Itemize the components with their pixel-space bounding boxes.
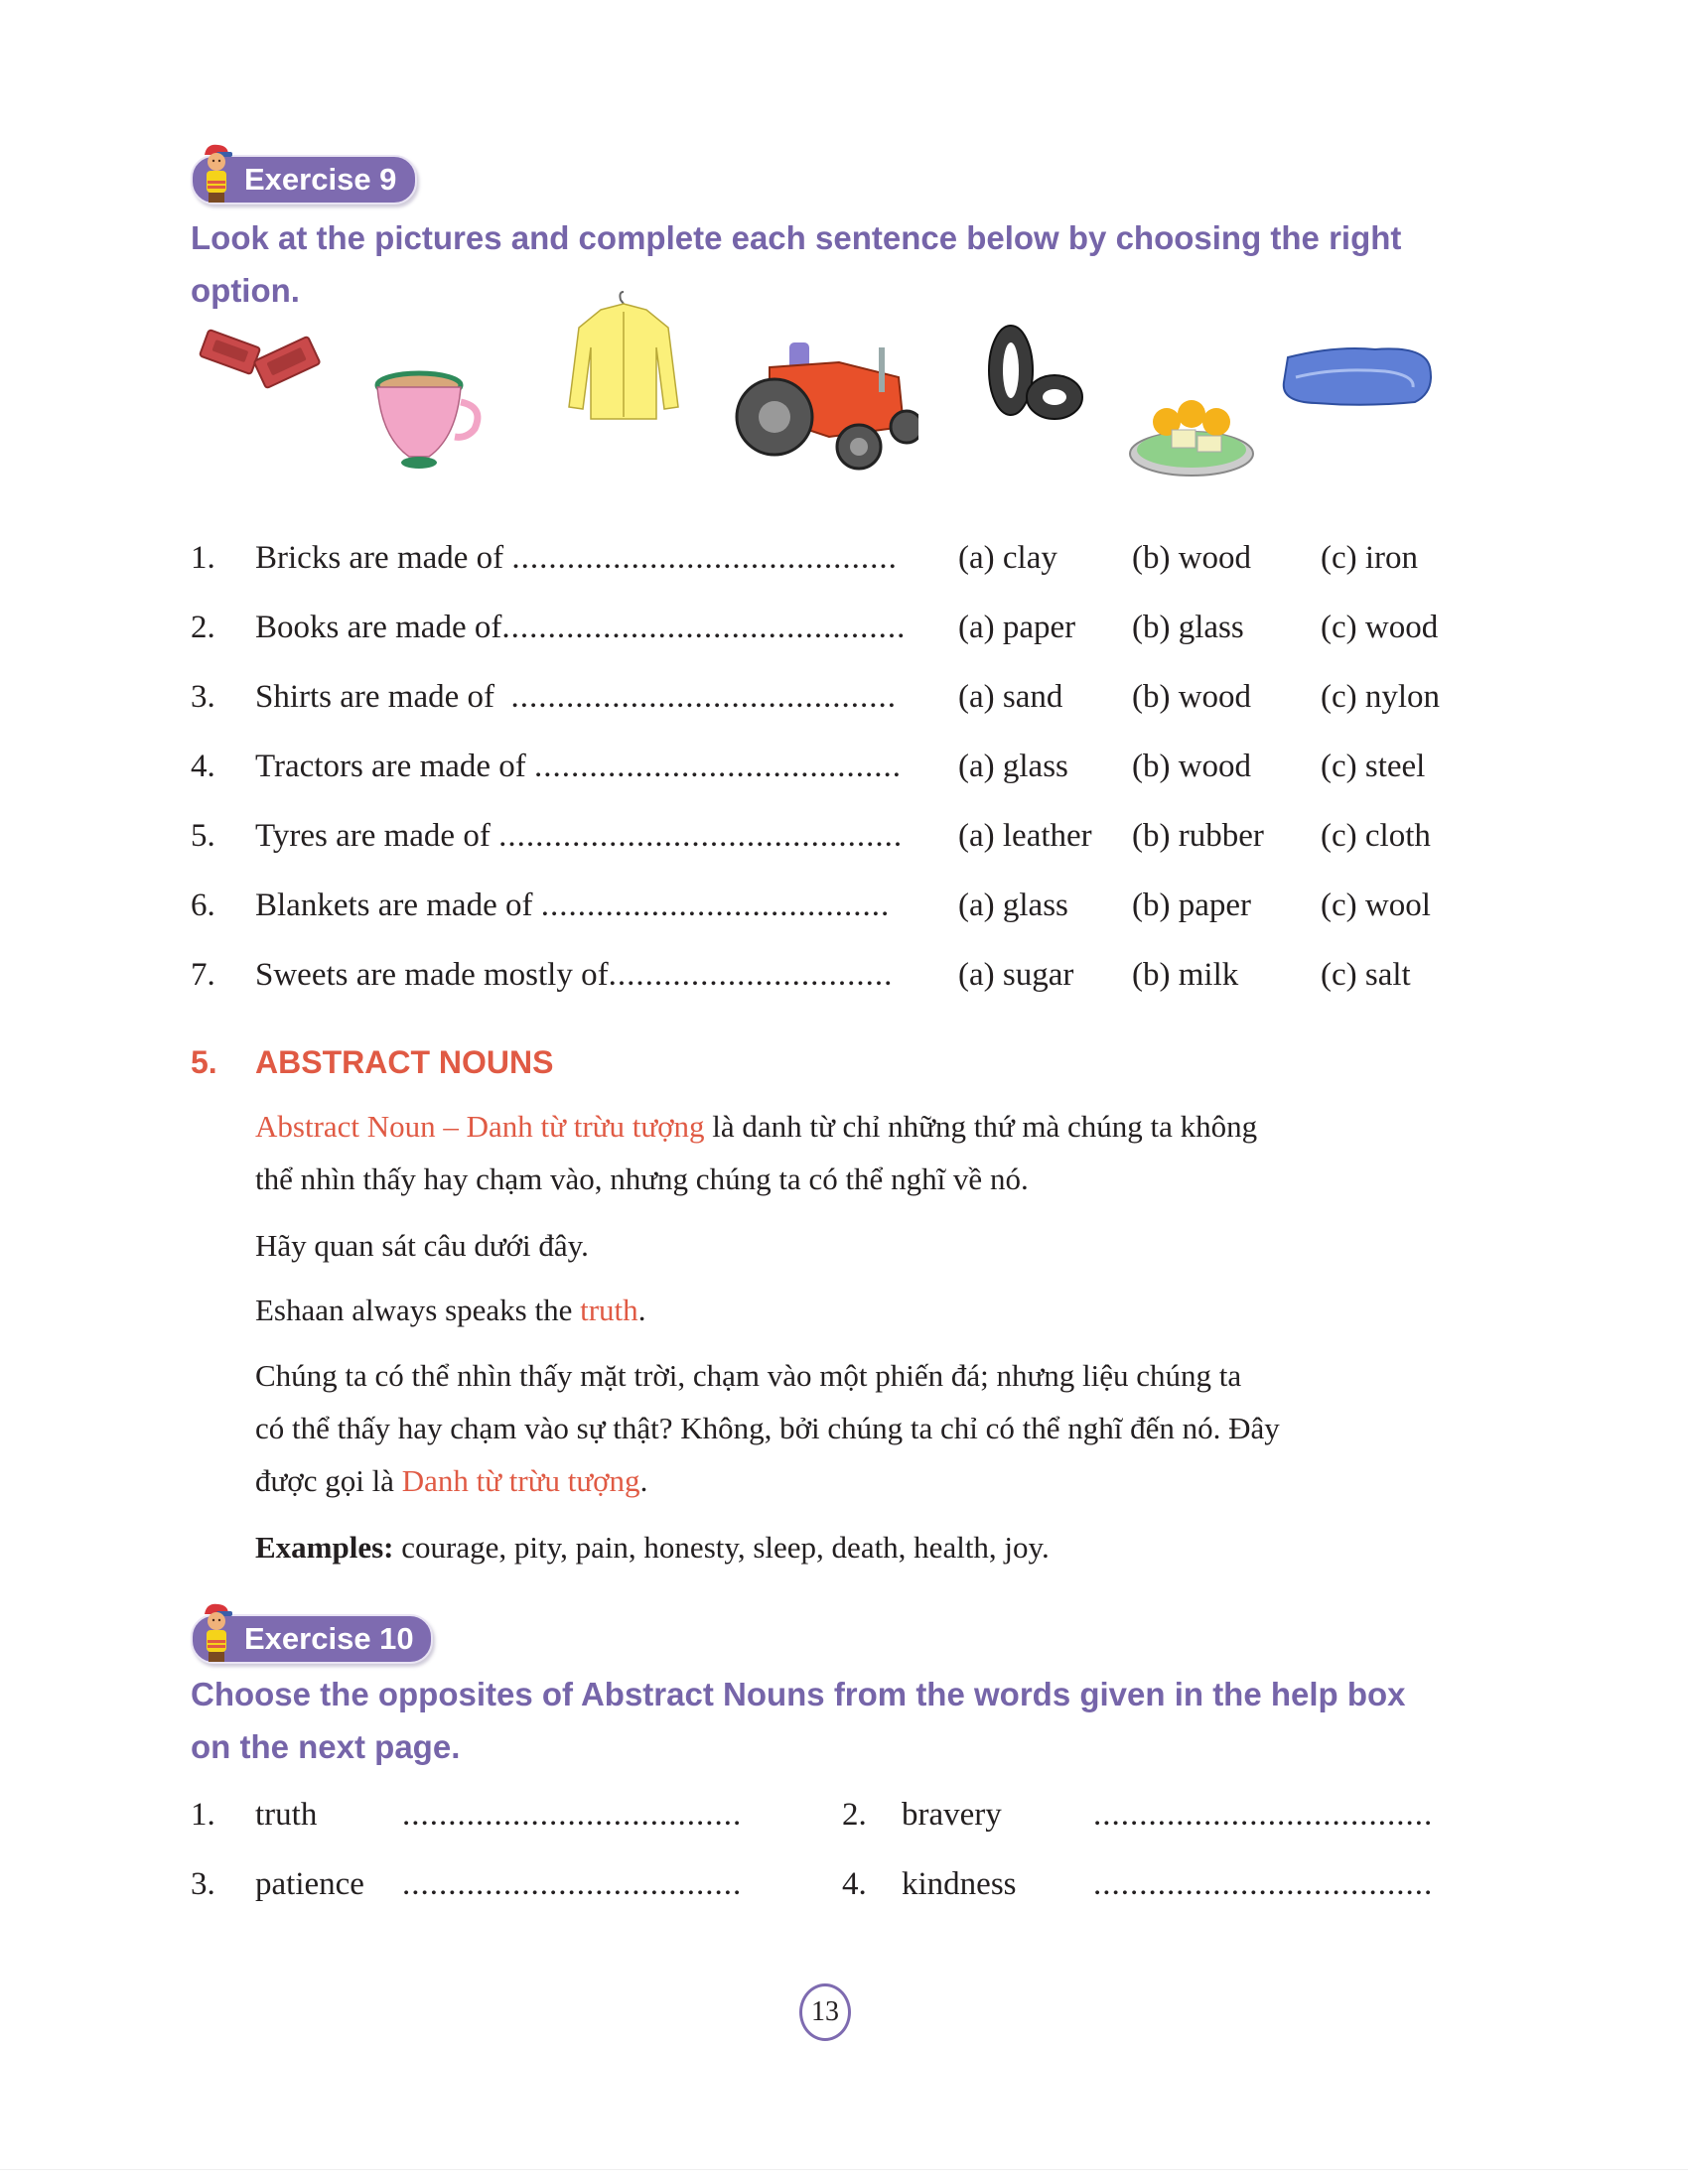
- option-c[interactable]: (c) iron: [1321, 540, 1419, 576]
- answer-blank[interactable]: ..........................................: [511, 540, 898, 576]
- option-c[interactable]: (c) wool: [1321, 887, 1431, 923]
- option-a[interactable]: (a) sand: [958, 679, 1063, 715]
- question-text: Sweets are made mostly of...............................: [255, 957, 894, 993]
- answer-blank[interactable]: ...............................: [608, 957, 894, 993]
- explanation-line: có thể thấy hay chạm vào sự thật? Không, bởi chúng ta chỉ có thể nghĩ đến nó. Đây: [255, 1411, 1280, 1445]
- item-number: 1.: [191, 1797, 215, 1833]
- example-sentence: [255, 1284, 1477, 1336]
- question-number: 1.: [191, 540, 215, 576]
- observe-text: [255, 1219, 1477, 1272]
- option-c[interactable]: (c) wood: [1321, 610, 1439, 645]
- instruction-line: Choose the opposites of Abstract Nouns from the words given in the help box: [191, 1676, 1406, 1712]
- question-text: Books are made of............................................: [255, 610, 907, 645]
- answer-blank[interactable]: .....................................: [402, 1797, 743, 1833]
- question-row: [191, 881, 1501, 930]
- question-row: [191, 603, 1501, 652]
- section-title: ABSTRACT NOUNS: [255, 1044, 554, 1080]
- page-number: 13: [799, 1983, 851, 2041]
- answer-blank[interactable]: ..........................................: [510, 679, 898, 715]
- question-text: Tractors are made of ........................................: [255, 749, 903, 784]
- option-a[interactable]: (a) glass: [958, 749, 1068, 784]
- item-number: 4.: [842, 1866, 867, 1902]
- examples-list: courage, pity, pain, honesty, sleep, death, health, joy.: [393, 1530, 1050, 1565]
- observe-sentence: Hãy quan sát câu dưới đây.: [255, 1228, 589, 1263]
- sweets-picture: [1122, 392, 1261, 481]
- examples-label: Examples:: [255, 1530, 394, 1565]
- item-word: bravery: [902, 1797, 1002, 1833]
- pictures-row: [189, 293, 1460, 491]
- exercise-10-label: Exercise 10: [244, 1621, 414, 1656]
- question-row: [191, 811, 1501, 861]
- option-a[interactable]: (a) leather: [958, 818, 1092, 854]
- item-word: kindness: [902, 1866, 1017, 1902]
- question-number: 7.: [191, 957, 215, 993]
- example-text: Eshaan always speaks the: [255, 1293, 581, 1327]
- shirt-picture: [561, 288, 690, 427]
- explanation-line: Chúng ta có thể nhìn thấy mặt trời, chạm vào một phiến đá; nhưng liệu chúng ta: [255, 1358, 1242, 1393]
- option-b[interactable]: (b) milk: [1132, 957, 1239, 993]
- question-number: 2.: [191, 610, 215, 645]
- option-a[interactable]: (a) paper: [958, 610, 1076, 645]
- explanation-line: được gọi là: [255, 1463, 402, 1498]
- question-row: [191, 950, 1501, 1000]
- item-word: patience: [255, 1866, 364, 1902]
- blanket-picture: [1276, 338, 1440, 417]
- examples-line: [255, 1521, 1477, 1573]
- option-c[interactable]: (c) cloth: [1321, 818, 1431, 854]
- question-text: Tyres are made of ............................................: [255, 818, 904, 854]
- item-number: 2.: [842, 1797, 867, 1833]
- exercise-10-badge: [191, 1614, 433, 1664]
- exercise-9-badge: [191, 155, 417, 205]
- kid-mascot-icon: [199, 143, 234, 205]
- answer-blank[interactable]: ............................................: [501, 610, 907, 645]
- answer-blank[interactable]: .....................................: [402, 1866, 743, 1902]
- instruction-line: Look at the pictures and complete each sentence below by choosing the right: [191, 219, 1402, 256]
- section-number: 5.: [191, 1044, 217, 1080]
- exercise-9-label: Exercise 9: [244, 162, 397, 197]
- option-b[interactable]: (b) glass: [1132, 610, 1244, 645]
- definition-text: là danh từ chỉ những thứ mà chúng ta không: [704, 1109, 1258, 1144]
- answer-blank[interactable]: .....................................: [1093, 1797, 1434, 1833]
- option-b[interactable]: (b) rubber: [1132, 818, 1264, 854]
- question-text: Shirts are made of ..........................................: [255, 679, 898, 715]
- definition-text: thể nhìn thấy hay chạm vào, nhưng chúng ta có thể nghĩ về nó.: [255, 1161, 1029, 1196]
- option-c[interactable]: (c) steel: [1321, 749, 1426, 784]
- question-row: [191, 742, 1501, 791]
- answer-blank[interactable]: ......................................: [540, 887, 891, 923]
- bricks-picture: [193, 323, 332, 392]
- definition-term: Abstract Noun – Danh từ trừu tượng: [255, 1109, 705, 1144]
- instruction-line: option.: [191, 272, 300, 309]
- explanation-paragraph: [255, 1349, 1477, 1507]
- option-b[interactable]: (b) wood: [1132, 540, 1252, 576]
- explanation-highlight: Danh từ trừu tượng: [401, 1463, 640, 1498]
- option-a[interactable]: (a) sugar: [958, 957, 1074, 993]
- question-row: [191, 533, 1501, 583]
- option-b[interactable]: (b) wood: [1132, 749, 1252, 784]
- explanation-punctuation: .: [639, 1463, 648, 1498]
- option-a[interactable]: (a) glass: [958, 887, 1068, 923]
- question-number: 4.: [191, 749, 215, 784]
- definition-paragraph: [255, 1100, 1477, 1205]
- question-number: 3.: [191, 679, 215, 715]
- option-c[interactable]: (c) nylon: [1321, 679, 1441, 715]
- teacup-picture: [357, 367, 496, 477]
- option-b[interactable]: (b) paper: [1132, 887, 1252, 923]
- answer-blank[interactable]: .....................................: [1093, 1866, 1434, 1902]
- answer-blank[interactable]: ........................................: [534, 749, 903, 784]
- question-text: Bricks are made of ..........................................: [255, 540, 898, 576]
- page-edge: [0, 2169, 1688, 2170]
- tyres-picture: [973, 323, 1092, 432]
- exercise-10-instruction: [191, 1668, 1521, 1773]
- question-number: 5.: [191, 818, 215, 854]
- item-number: 3.: [191, 1866, 215, 1902]
- question-row: [191, 672, 1501, 722]
- question-number: 6.: [191, 887, 215, 923]
- kid-mascot-icon: [199, 1602, 234, 1664]
- instruction-line: on the next page.: [191, 1728, 461, 1765]
- question-text: Blankets are made of ......................................: [255, 887, 891, 923]
- tractor-picture: [730, 318, 918, 477]
- answer-blank[interactable]: ............................................: [498, 818, 904, 854]
- option-c[interactable]: (c) salt: [1321, 957, 1411, 993]
- item-word: truth: [255, 1797, 318, 1833]
- option-a[interactable]: (a) clay: [958, 540, 1057, 576]
- example-highlight: truth: [580, 1293, 638, 1327]
- example-punctuation: .: [637, 1293, 646, 1327]
- option-b[interactable]: (b) wood: [1132, 679, 1252, 715]
